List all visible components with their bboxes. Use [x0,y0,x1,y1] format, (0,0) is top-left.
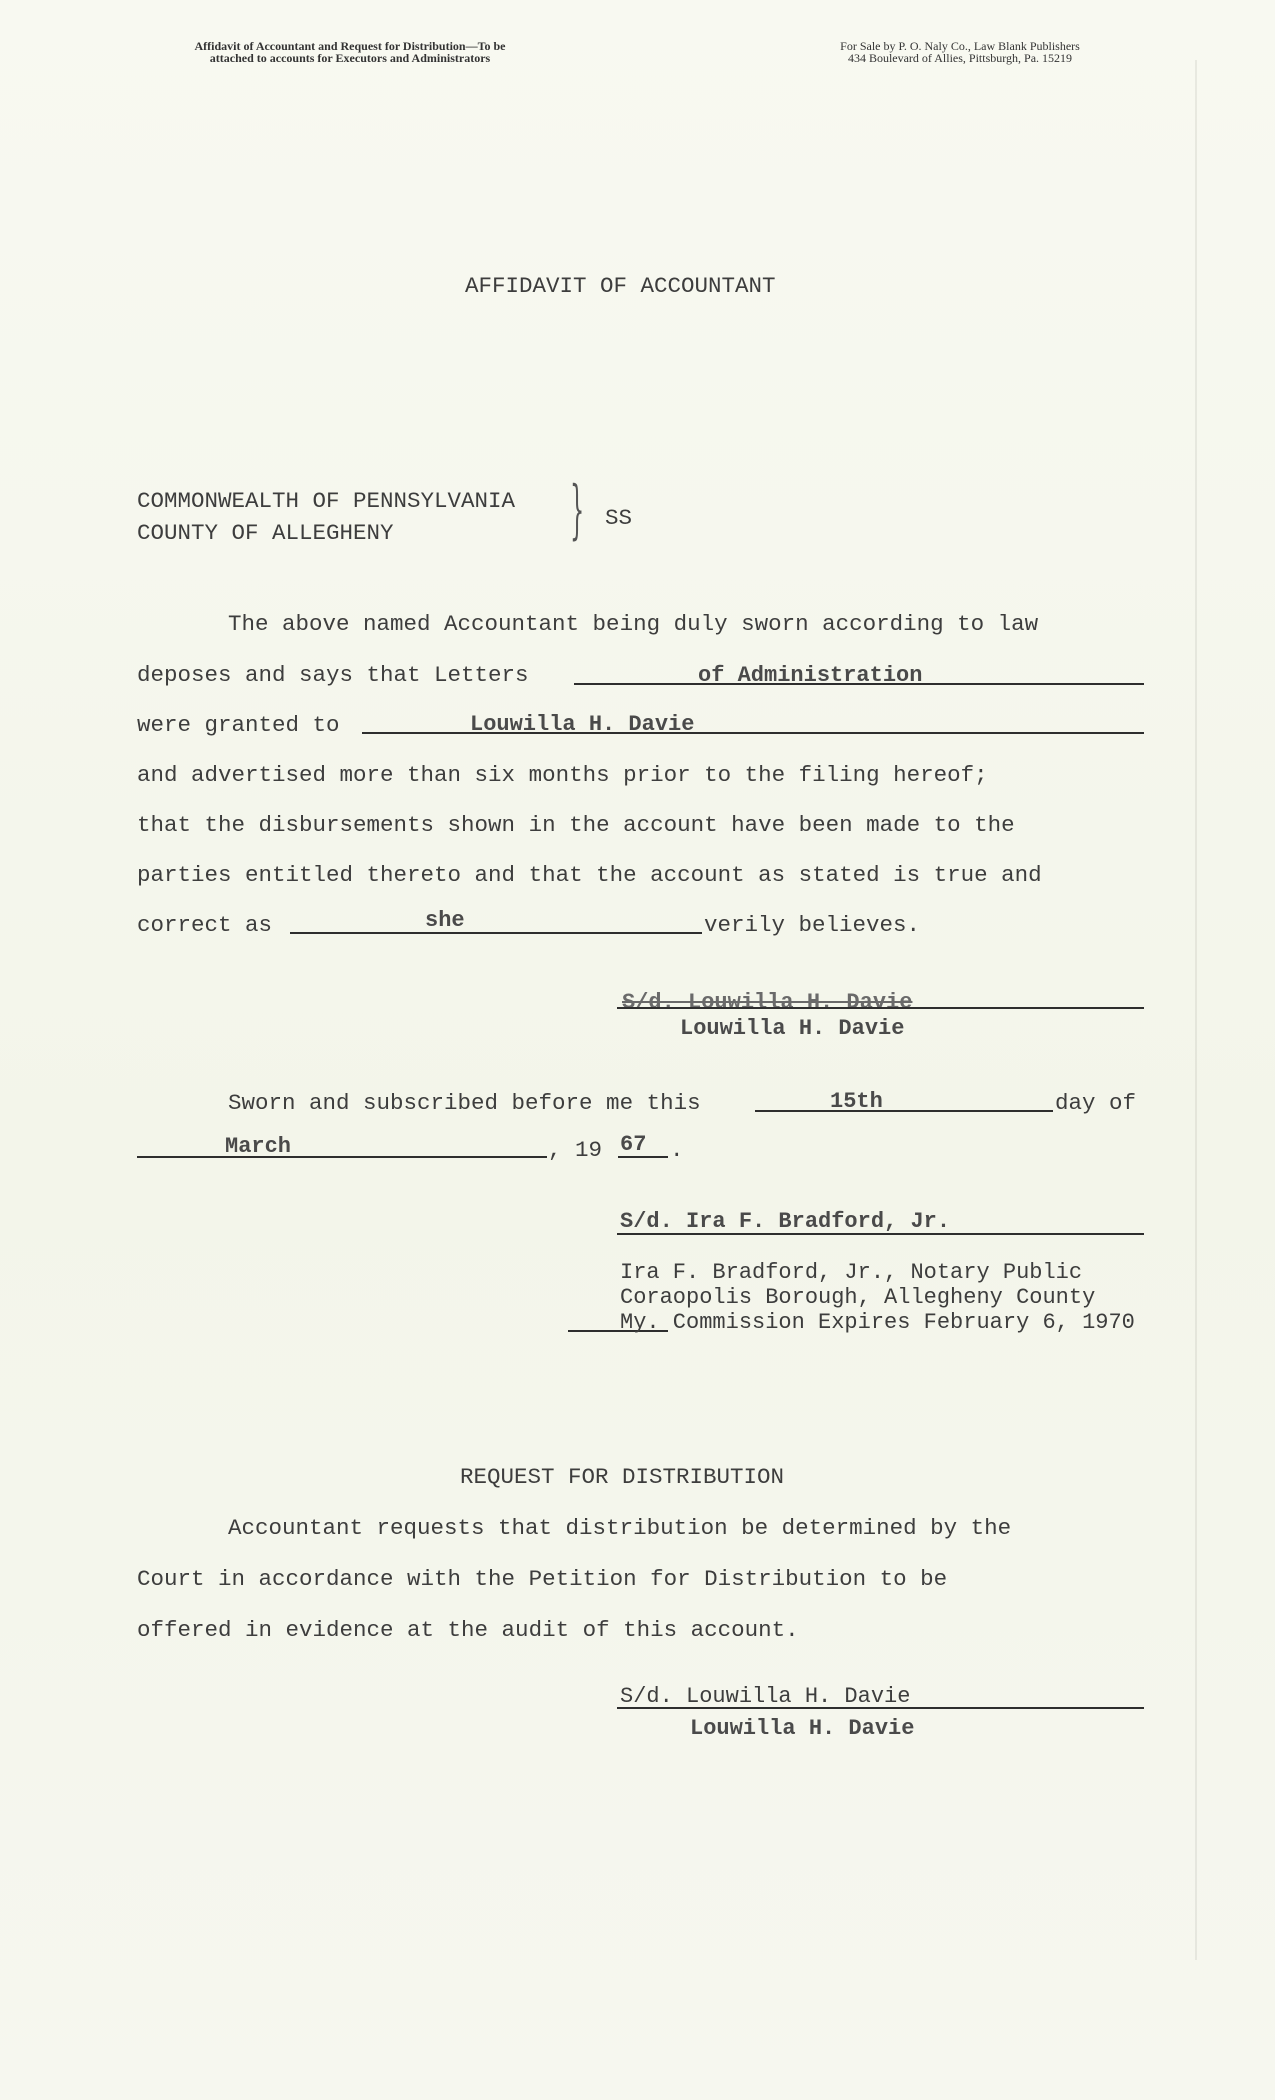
venue-brace: } [570,473,585,547]
jurat-year-prefix: , 19 [548,1137,603,1163]
affidavit-line6: parties entitled thereto and that the account as stated is true and [137,862,1042,888]
affidavit-line1: The above named Accountant being duly sworn according to law [228,611,1039,637]
affidavit-granted-label: were granted to [137,712,340,738]
notary-signature-line [617,1233,1144,1235]
pronoun-underline [290,932,702,934]
notary-name-title: Ira F. Bradford, Jr., Notary Public [620,1260,1083,1285]
request-line2: Court in accordance with the Petition for Distribution to be [137,1566,948,1592]
notary-location: Coraopolis Borough, Allegheny County [620,1285,1096,1310]
jurat-month-value: March [225,1134,292,1159]
pronoun-value: she [425,908,465,933]
publisher-header [760,40,1160,64]
form-header-left [100,40,600,64]
request-line3: offered in evidence at the audit of this account. [137,1617,799,1643]
affiant-signature-line [617,1007,1144,1009]
jurat-year-suffix: . [670,1137,684,1163]
document-title: AFFIDAVIT OF ACCOUNTANT [465,273,776,299]
affidavit-correct-label: correct as [137,912,273,938]
granted-to-value: Louwilla H. Davie [470,712,695,737]
form-header-left-line2: attached to accounts for Executors and Administrators [209,51,491,65]
request-signature-line [617,1707,1144,1709]
request-signature-sd: S/d. Louwilla H. Davie [620,1684,911,1709]
affidavit-letters-label: deposes and says that Letters [137,662,529,688]
request-title: REQUEST FOR DISTRIBUTION [460,1464,785,1490]
publisher-line2: 434 Boulevard of Allies, Pittsburgh, Pa. 15219 [847,51,1073,65]
publisher-line1: For Sale by P. O. Naly Co., Law Blank Publishers [840,39,1080,53]
affiant-signature-sd: S/d. Louwilla H. Davie [622,990,913,1015]
notary-signature-sd: S/d. Ira F. Bradford, Jr. [620,1209,951,1234]
jurat-year-value: 67 [620,1132,647,1157]
venue-county: COUNTY OF ALLEGHENY [137,520,394,546]
affidavit-line5: that the disbursements shown in the account have been made to the [137,812,1015,838]
jurat-day-of: day of [1055,1090,1137,1116]
affidavit-line4: and advertised more than six months prior to the filing hereof; [137,762,988,788]
day-underline [755,1110,1053,1112]
jurat-sworn-label: Sworn and subscribed before me this [228,1090,701,1116]
venue-commonwealth: COMMONWEALTH OF PENNSYLVANIA [137,488,516,514]
form-header-left-line1: Affidavit of Accountant and Request for Distribution—To be [194,39,506,53]
paper-fold [1195,60,1197,1960]
letters-type-value: of Administration [698,663,923,688]
affidavit-believes: verily believes. [704,912,921,938]
request-signer-name: Louwilla H. Davie [690,1716,915,1741]
venue-ss: SS [605,505,633,531]
jurat-day-value: 15th [830,1089,883,1114]
month-underline [137,1156,547,1158]
request-line1: Accountant requests that distribution be determined by the [228,1515,1012,1541]
notary-commission: My. Commission Expires February 6, 1970 [620,1310,1135,1335]
affiant-name: Louwilla H. Davie [680,1016,905,1041]
